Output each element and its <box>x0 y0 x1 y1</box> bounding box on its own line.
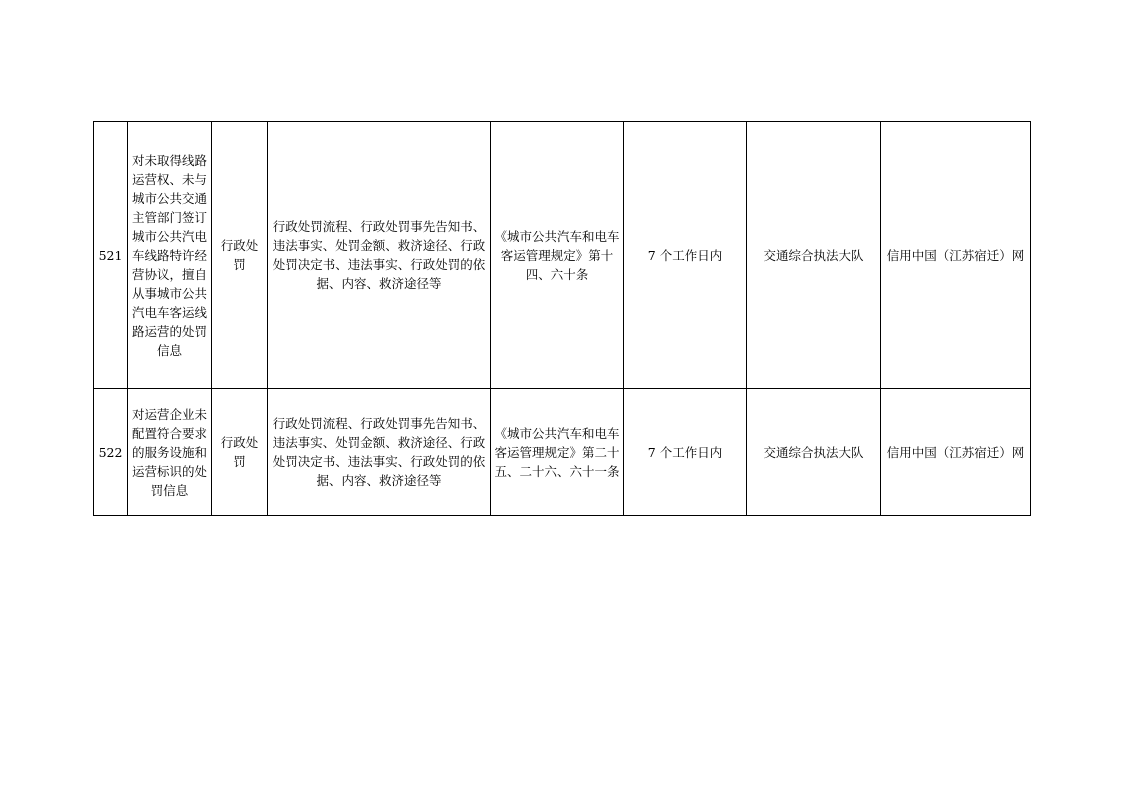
responsible-agency: 交通综合执法大队 <box>747 122 881 389</box>
disclosure-deadline: 7 个工作日内 <box>624 122 747 389</box>
disclosure-channel: 信用中国（江苏宿迁）网 <box>881 122 1031 389</box>
disclosure-channel: 信用中国（江苏宿迁）网 <box>881 389 1031 516</box>
legal-basis: 《城市公共汽车和电车客运管理规定》第二十五、二十六、六十一条 <box>491 389 624 516</box>
disclosure-content: 行政处罚流程、行政处罚事先告知书、违法事实、处罚金额、救济途径、行政处罚决定书、违法事实、行政处罚的依据、内容、救济途径等 <box>268 122 491 389</box>
table-row <box>94 389 1031 516</box>
disclosure-category: 行政处罚 <box>212 389 268 516</box>
responsible-agency: 交通综合执法大队 <box>747 389 881 516</box>
disclosure-content: 行政处罚流程、行政处罚事先告知书、违法事实、处罚金额、救济途径、行政处罚决定书、违法事实、行政处罚的依据、内容、救济途径等 <box>268 389 491 516</box>
disclosure-table <box>93 121 1031 516</box>
disclosure-category: 行政处罚 <box>212 122 268 389</box>
legal-basis: 《城市公共汽车和电车客运管理规定》第十四、六十条 <box>491 122 624 389</box>
row-number: 522 <box>94 389 128 516</box>
row-number: 521 <box>94 122 128 389</box>
disclosure-item: 对未取得线路运营权、未与城市公共交通主管部门签订城市公共汽电车线路特许经营协议，擅自从事城市公共汽电车客运线路运营的处罚信息 <box>128 122 212 389</box>
disclosure-deadline: 7 个工作日内 <box>624 389 747 516</box>
disclosure-item: 对运营企业未配置符合要求的服务设施和运营标识的处罚信息 <box>128 389 212 516</box>
table-row <box>94 122 1031 389</box>
